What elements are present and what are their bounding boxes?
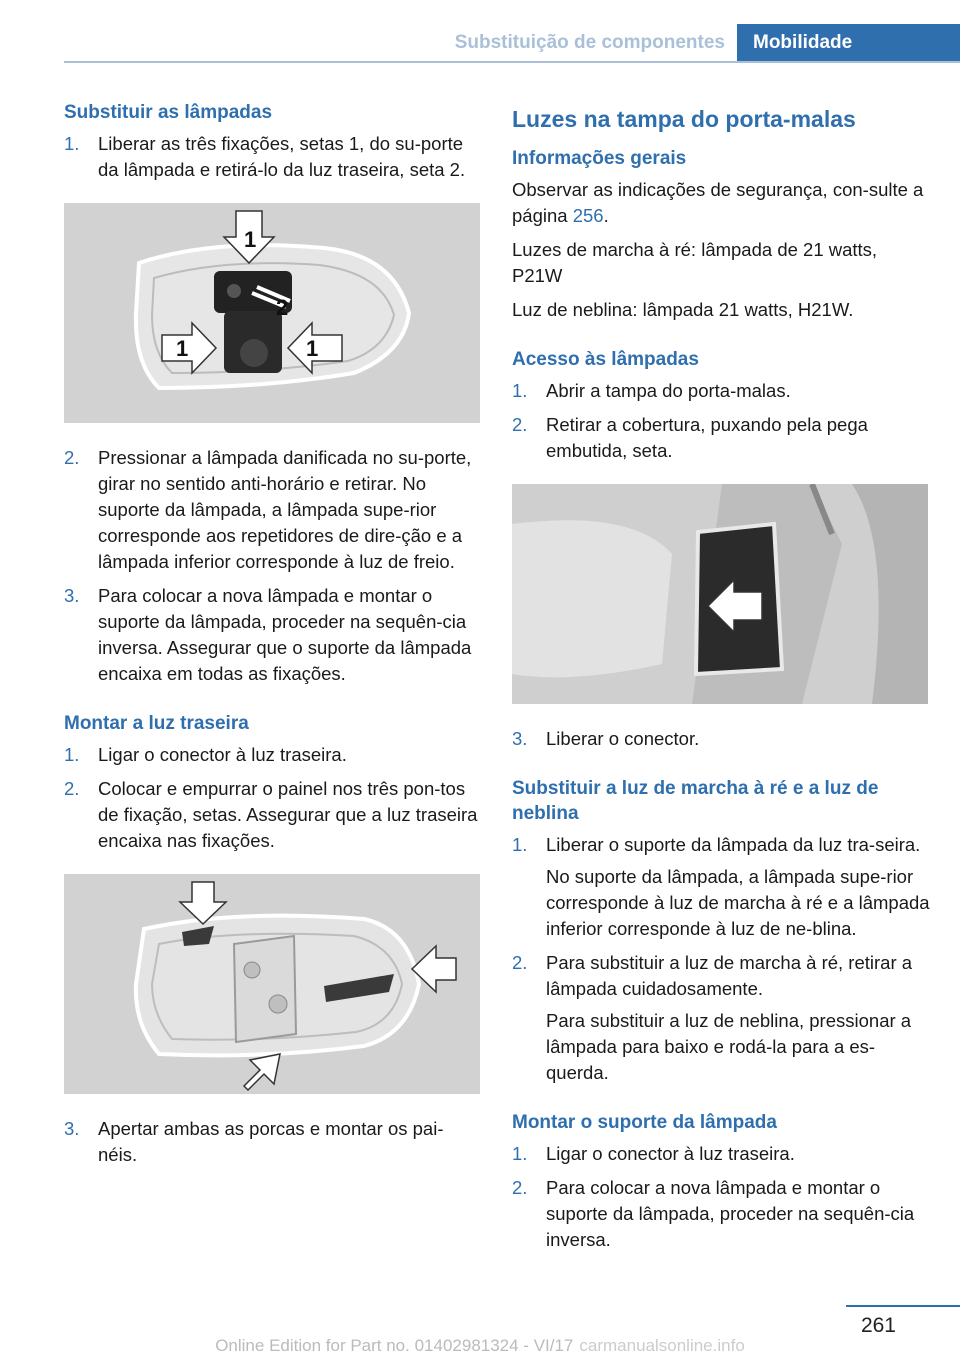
header-divider [64,61,960,63]
right-column [512,100,930,1261]
figure-trunk-cover [512,484,928,704]
watermark-text: carmanualsonline.info [579,1336,745,1355]
step-number: 1. [512,834,528,855]
general-info-suffix: . [603,205,609,226]
list-item [64,583,482,687]
figure-tail-light-holder [64,203,480,423]
list-item [64,776,482,854]
fog-lamp-spec: Luz de neblina: lâmpada 21 watts, H21W. [512,299,854,320]
step-number: 1. [512,380,528,401]
step-note: Para substituir a luz de neblina, pressionar a lâmpada para baixo e rodá-la para a es‐querda. [546,1010,912,1083]
step-number: 2. [64,778,80,799]
left-column [64,100,482,1176]
step-number: 3. [64,585,80,606]
list-item [512,1141,930,1167]
heading-general-info: Informações gerais [512,148,687,169]
edition-footer [0,1336,960,1356]
step-number: 2. [512,414,528,435]
callout-1-right: 1 [306,336,319,361]
list-item [512,832,930,942]
list-item [512,378,930,404]
mount-holder-list [512,1141,930,1253]
access-steps-list-continued [512,726,930,752]
heading-replace-reverse-fog: Substituir a luz de marcha à ré e a luz de neblina [512,778,879,824]
step-number: 2. [512,1177,528,1198]
list-item [64,742,482,768]
step-text: Para colocar a nova lâmpada e montar o suporte da lâmpada, proceder na sequên‐cia inversa. [546,1177,915,1250]
step-text: Apertar ambas as porcas e montar os pai‐néis. [98,1118,444,1165]
replace-steps-list [64,131,482,183]
callout-1-top: 1 [244,227,257,252]
step-number: 2. [64,447,80,468]
heading-mount-bulb-holder: Montar o suporte da lâmpada [512,1112,777,1133]
general-info-text [512,177,930,229]
trunk-cover-illustration [512,484,928,704]
page-number: 261 [860,1314,896,1337]
callout-1-left: 1 [176,336,189,361]
step-number: 1. [64,133,80,154]
list-item [512,950,930,1086]
list-item [512,726,930,752]
general-info-prefix: Observar as indicações de segurança, con‐sulte a página [512,179,924,226]
step-number: 2. [512,952,528,973]
tail-light-holder-illustration [64,203,480,423]
heading-trunk-lid-lights: Luzes na tampa do porta-malas [512,106,856,132]
step-text: Colocar e empurrar o painel nos três pon‐tos de fixação, setas. Assegurar que a luz traseira encaixa nas fixações. [98,778,478,851]
step-text: Ligar o conector à luz traseira. [98,744,347,765]
step-number: 1. [512,1143,528,1164]
list-item [512,412,930,464]
page-link[interactable]: 256 [572,205,604,226]
list-item [64,1116,482,1168]
mount-steps-list-continued [64,1116,482,1168]
step-text: Liberar o conector. [546,728,700,749]
footer-divider [846,1305,960,1307]
access-steps-list [512,378,930,464]
mount-steps-list [64,742,482,854]
section-title: Substituição de componentes [454,32,725,53]
heading-mount-tail-light: Montar a luz traseira [64,713,249,734]
step-text: Liberar as três fixações, setas 1, do su‐porte da lâmpada e retirá-lo da luz traseira, seta 2. [98,133,466,180]
replace-reverse-fog-list [512,832,930,1086]
chapter-tab[interactable]: Mobilidade [737,24,960,62]
heading-replace-bulbs: Substituir as lâmpadas [64,102,273,123]
tail-light-panel-illustration [64,874,480,1094]
step-text: Retirar a cobertura, puxando pela pega embutida, seta. [546,414,868,461]
step-note: No suporte da lâmpada, a lâmpada supe‐rior corresponde à luz de marcha à ré e a lâmpada inferior corresponde à luz de ne‐blina. [546,866,930,939]
edition-text: Online Edition for Part no. 01402981324 - VI/17 [215,1336,574,1355]
step-number: 3. [512,728,528,749]
step-number: 1. [64,744,80,765]
list-item [64,131,482,183]
reverse-lamp-spec: Luzes de marcha à ré: lâmpada de 21 watts, P21W [512,239,878,286]
list-item [512,1175,930,1253]
step-text: Para substituir a luz de marcha à ré, retirar a lâmpada cuidadosamente. [546,952,913,999]
list-item [64,445,482,575]
step-text: Abrir a tampa do porta-malas. [546,380,791,401]
step-text: Pressionar a lâmpada danificada no su‐porte, girar no sentido anti-horário e retirar. No suporte da lâmpada, a lâmpada supe‐rior corresponde aos repetidores de dire‐ção e a lâmpada inferior corresponde à luz de freio. [98,447,472,572]
step-text: Para colocar a nova lâmpada e montar o suporte da lâmpada, proceder na sequên‐cia inversa. Assegurar que o suporte da lâmpada encaixa em todas as fixações. [98,585,472,684]
figure-tail-light-panel [64,874,480,1094]
step-number: 3. [64,1118,80,1139]
step-text: Ligar o conector à luz traseira. [546,1143,795,1164]
heading-access-bulbs: Acesso às lâmpadas [512,349,699,370]
step-text: Liberar o suporte da lâmpada da luz tra‐seira. [546,834,921,855]
callout-2: 2 [276,295,289,320]
replace-steps-list-continued [64,445,482,687]
